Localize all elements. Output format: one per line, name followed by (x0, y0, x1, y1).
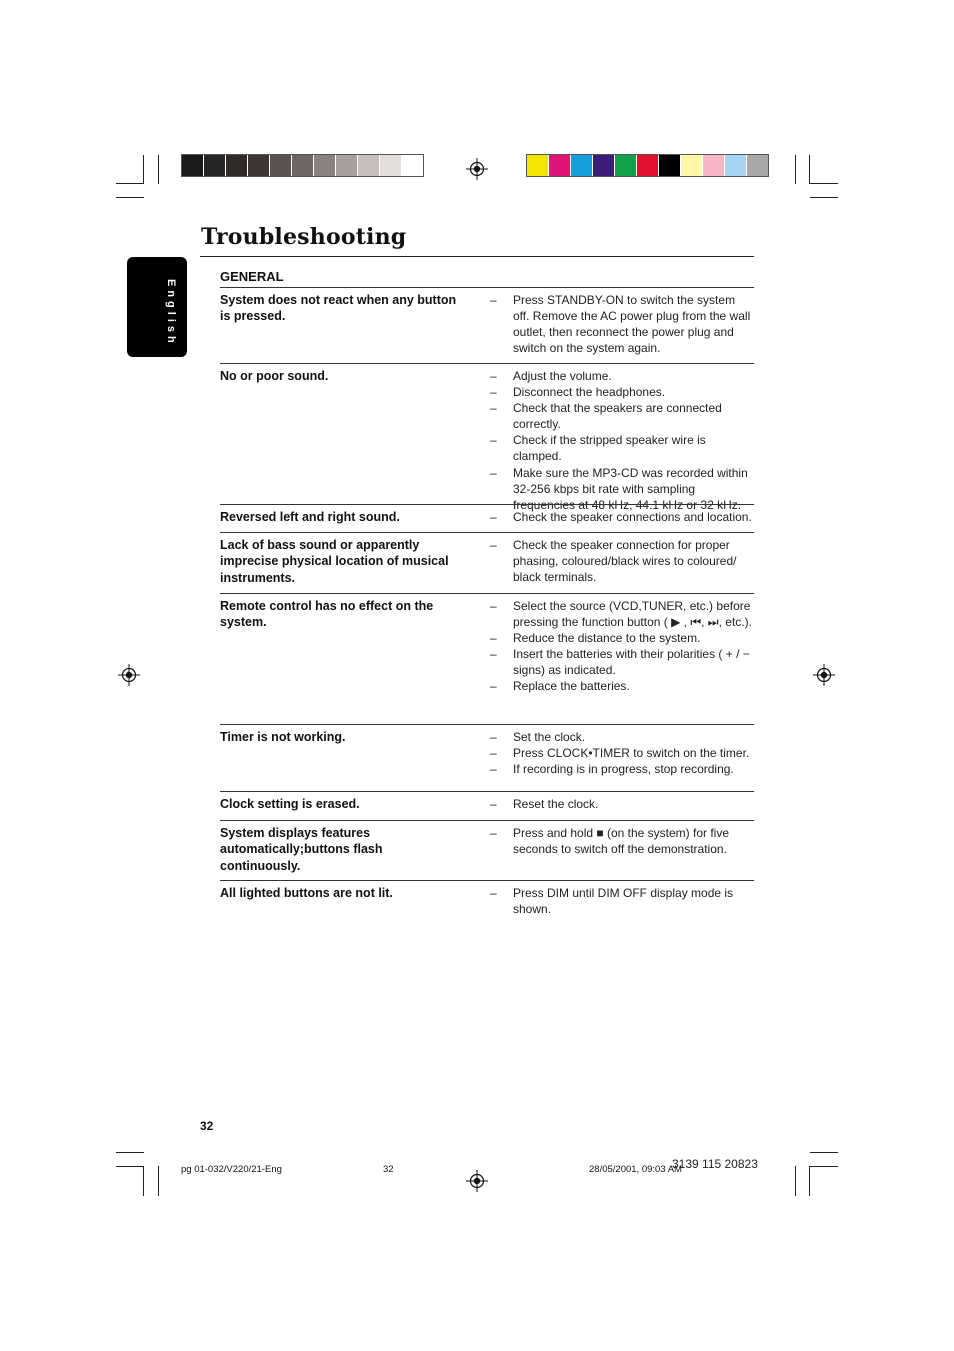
crop-mark (158, 155, 159, 184)
problem-text: Reversed left and right sound. (220, 510, 400, 524)
dash-bullet: – (490, 293, 497, 307)
footer-datetime: 28/05/2001, 09:03 AM (589, 1164, 682, 1175)
solution-text: Select the source (VCD,TUNER, etc.) before pressing the function button ( ▶ , ⏮, ⏭, etc.). (513, 599, 752, 630)
crop-mark (116, 1152, 144, 1153)
dash-bullet: – (490, 647, 497, 662)
page-title: Troubleshooting (201, 224, 407, 250)
solution-text: Set the clock. (513, 730, 586, 744)
solution-item (490, 678, 754, 694)
registration-mark-icon (466, 1170, 488, 1192)
problem-text: Timer is not working. (220, 730, 346, 744)
solution-item (490, 465, 754, 513)
solution-text: Check if the stripped speaker wire is clamped. (513, 433, 706, 464)
solution-item (490, 796, 754, 812)
solution-list (490, 825, 754, 857)
solution-item (490, 729, 754, 745)
solution-list (490, 537, 754, 585)
color-swatch (314, 155, 336, 176)
solution-text: Check that the speakers are connected correctly. (513, 401, 722, 432)
problem-text: All lighted buttons are not lit. (220, 886, 393, 900)
crop-mark (116, 1166, 144, 1167)
dash-bullet: – (490, 631, 497, 646)
dash-bullet: – (490, 730, 497, 744)
crop-mark (809, 1166, 810, 1196)
solution-list (490, 368, 754, 513)
problem-text: Remote control has no effect on the system. (220, 599, 434, 630)
color-swatch (226, 155, 248, 176)
color-swatch (703, 155, 725, 176)
dash-bullet: – (490, 369, 497, 383)
color-swatch (659, 155, 681, 176)
problem-text: Clock setting is erased. (220, 797, 360, 811)
solution-list (490, 729, 754, 777)
table-row (220, 820, 754, 873)
solution-item (490, 292, 754, 356)
color-swatch (248, 155, 270, 176)
language-tab (127, 257, 187, 357)
crop-mark (143, 1166, 144, 1196)
problem-text: No or poor sound. (220, 369, 329, 383)
color-swatch (615, 155, 637, 176)
grey-calibration-bar (181, 154, 424, 177)
solution-list (490, 598, 754, 695)
solution-text: Reset the clock. (513, 797, 599, 811)
dash-bullet: – (490, 433, 497, 448)
color-swatch (204, 155, 226, 176)
solution-text: Replace the batteries. (513, 679, 630, 694)
dash-bullet: – (490, 538, 497, 552)
solution-list (490, 796, 754, 812)
part-number: 3139 115 20823 (672, 1157, 758, 1171)
table-row (220, 363, 754, 512)
solution-item (490, 630, 754, 646)
dash-bullet: – (490, 762, 497, 777)
color-calibration-bar (526, 154, 769, 177)
solution-text: Insert the batteries with their polarities ( + / − signs) as indicated. (513, 647, 750, 678)
table-row (220, 593, 754, 694)
color-swatch (292, 155, 314, 176)
solution-text: Press DIM until DIM OFF display mode is shown. (513, 886, 734, 917)
solution-text: Press and hold ■ (on the system) for five seconds to switch off the demonstration. (513, 826, 730, 857)
crop-mark (810, 1152, 838, 1153)
dash-bullet: – (490, 679, 497, 694)
dash-bullet: – (490, 465, 497, 480)
crop-mark (143, 155, 144, 184)
color-swatch (593, 155, 615, 176)
solution-item (490, 761, 754, 777)
dash-bullet: – (490, 797, 497, 811)
table-row (220, 504, 754, 524)
dash-bullet: – (490, 746, 497, 761)
solution-item (490, 537, 754, 585)
color-swatch (336, 155, 358, 176)
color-swatch (358, 155, 380, 176)
color-swatch (571, 155, 593, 176)
solution-item (490, 745, 754, 761)
solution-text: If recording is in progress, stop recording. (513, 762, 734, 777)
crop-mark (810, 183, 838, 184)
solution-text: Press STANDBY-ON to switch the system off. Remove the AC power plug from the wall outlet, then reconnect the power plug and switch on the system again. (513, 293, 751, 356)
color-swatch (182, 155, 204, 176)
footer-file: pg 01-032/V220/21-Eng (181, 1164, 282, 1175)
crop-mark (158, 1166, 159, 1196)
solution-item (490, 646, 754, 678)
solution-item (490, 384, 754, 400)
title-rule (200, 256, 754, 257)
solution-text: Check the speaker connection for proper phasing, coloured/black wires to coloured/ black terminals. (513, 538, 737, 585)
color-swatch (402, 155, 423, 176)
crop-mark (810, 197, 838, 198)
crop-mark (810, 1166, 838, 1167)
crop-mark (795, 1166, 796, 1196)
solution-list (490, 509, 754, 525)
solution-text: Check the speaker connections and location. (513, 510, 752, 524)
table-row (220, 880, 754, 917)
solution-list (490, 885, 754, 917)
footer-page: 32 (383, 1164, 394, 1175)
color-swatch (549, 155, 571, 176)
crop-mark (795, 155, 796, 184)
color-swatch (380, 155, 402, 176)
solution-text: Reduce the distance to the system. (513, 631, 701, 646)
problem-text: System does not react when any button is pressed. (220, 293, 457, 324)
solution-list (490, 292, 754, 356)
table-row (220, 791, 754, 811)
crop-mark (116, 197, 144, 198)
problem-text: Lack of bass sound or apparently imprecise physical location of musical instruments. (220, 538, 449, 585)
solution-item (490, 400, 754, 432)
solution-item (490, 885, 754, 917)
color-swatch (270, 155, 292, 176)
dash-bullet: – (490, 385, 497, 400)
crop-mark (809, 155, 810, 184)
color-swatch (725, 155, 747, 176)
dash-bullet: – (490, 401, 497, 416)
solution-item (490, 598, 754, 630)
solution-item (490, 825, 754, 857)
color-swatch (527, 155, 549, 176)
registration-mark-icon (118, 664, 140, 686)
registration-mark-icon (466, 158, 488, 180)
crop-mark (116, 183, 144, 184)
section-heading: GENERAL (220, 269, 284, 284)
color-swatch (637, 155, 659, 176)
solution-item (490, 368, 754, 384)
language-tab-label: English (165, 279, 177, 347)
table-row (220, 724, 754, 777)
dash-bullet: – (490, 886, 497, 900)
table-row (220, 287, 754, 356)
dash-bullet: – (490, 599, 497, 613)
dash-bullet: – (490, 510, 497, 524)
color-swatch (681, 155, 703, 176)
page-number: 32 (200, 1119, 214, 1133)
solution-item (490, 509, 754, 525)
color-swatch (747, 155, 768, 176)
registration-mark-icon (813, 664, 835, 686)
solution-text: Disconnect the headphones. (513, 385, 666, 400)
dash-bullet: – (490, 826, 497, 840)
solution-text: Make sure the MP3-CD was recorded within 32-256 kbps bit rate with sampling frequencies at 48 kHz, 44.1 kHz or 32 kHz. (513, 465, 748, 512)
solution-text: Press CLOCK•TIMER to switch on the timer. (513, 746, 750, 761)
solution-text: Adjust the volume. (513, 369, 612, 383)
problem-text: System displays features automatically;buttons flash continuously. (220, 826, 383, 873)
solution-item (490, 432, 754, 464)
table-row (220, 532, 754, 585)
